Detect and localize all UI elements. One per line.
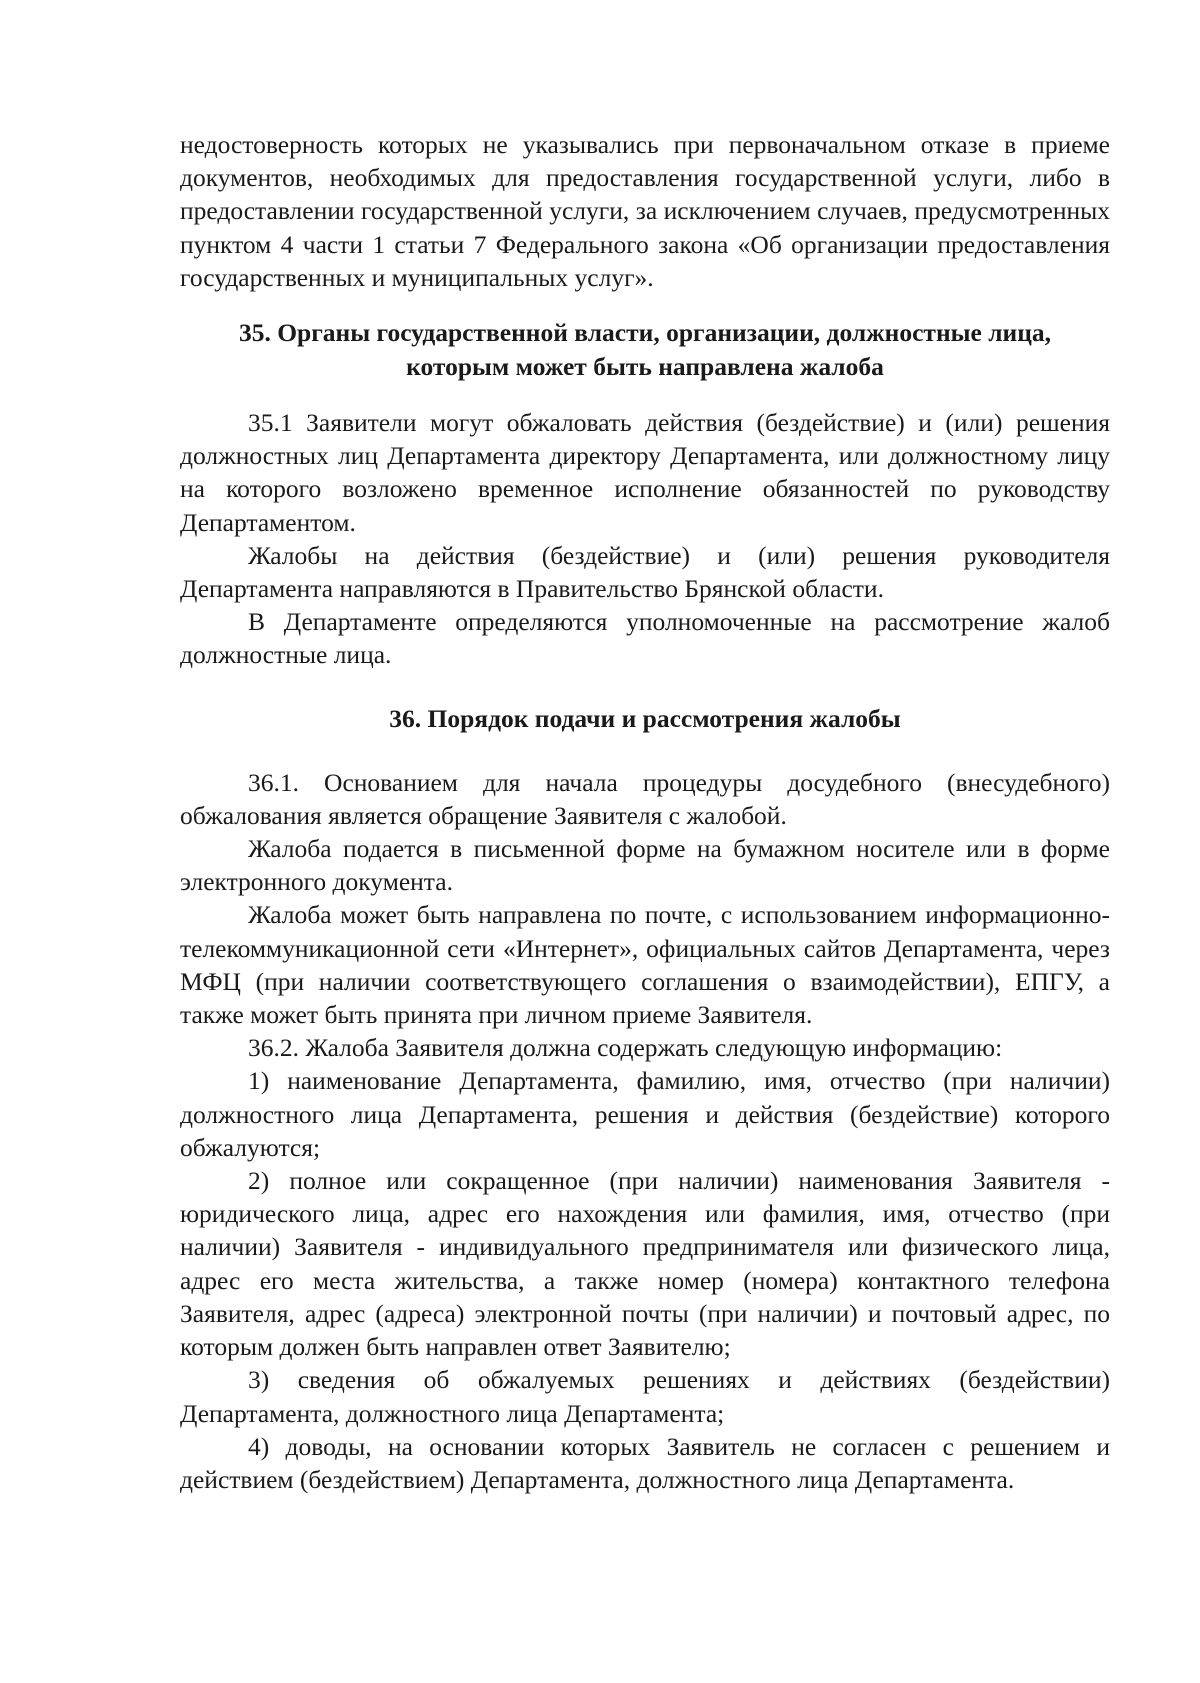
section-35-paragraph-1: 35.1 Заявители могут обжаловать действия (бездействие) и (или) решения должностных лиц Департамента директору Департамента, или должностному лицу на которого возложено временное исполнение обязанностей по руководству Департаментом. [180,408,1110,537]
section-35-heading [180,316,1110,384]
section-36-paragraph-3: Жалоба может быть направлена по почте, с использованием информационно-телекоммуникационной сети «Интернет», официальных сайтов Департамента, через МФЦ (при наличии соответствующего соглашения о взаимодействии), ЕПГУ, а также может быть принята при личном приеме Заявителя. [180,900,1110,1030]
section-36-paragraph-4: 36.2. Жалоба Заявителя должна содержать следующую информацию: [248,1033,1003,1063]
document-body [180,128,1110,1496]
section-36-paragraph-1: 36.1. Основанием для начала процедуры досудебного (внесудебного) обжалования является обращение Заявителя с жалобой. [180,767,1110,830]
section-35-paragraph-3: В Департаменте определяются уполномоченные на рассмотрение жалоб должностные лица. [180,607,1110,670]
section-36-list-item-3: 3) сведения об обжалуемых решениях и действиях (бездействии) Департамента, должностного лица Департамента; [180,1365,1110,1428]
section-35-heading-line-1: 35. Органы государственной власти, организации, должностные лица, [238,318,1052,348]
section-35-heading-line-2: которым может быть направлена жалоба [406,352,884,382]
section-36-list-item-2: 2) полное или сокращенное (при наличии) наименования Заявителя - юридического лица, адрес его нахождения или фамилия, имя, отчество (при наличии) Заявителя - индивидуального предпринимателя или физического лица, адрес его места жительства, а также номер (номера) контактного телефона Заявителя, адрес (адреса) электронной почты (при наличии) и почтовый адрес, по которым должен быть направлен ответ Заявителю; [180,1166,1110,1362]
section-35-paragraph-2: Жалобы на действия (бездействие) и (или) решения руководителя Департамента направляются в Правительство Брянской области. [180,540,1110,604]
section-36-paragraph-2: Жалоба подается в письменной форме на бумажном носителе или в форме электронного документа. [180,834,1110,897]
intro-paragraph: недостоверность которых не указывались при первоначальном отказе в приеме документов, необходимых для предоставления государственной услуги, либо в предоставлении государственной услуги, за исключением случаев, предусмотренных пунктом 4 части 1 статьи 7 Федерального закона «Об организации предоставления государственных и муниципальных услуг». [180,130,1110,292]
section-36-heading: 36. Порядок подачи и рассмотрения жалобы [389,703,901,733]
section-36-list-item-1: 1) наименование Департамента, фамилию, имя, отчество (при наличии) должностного лица Департамента, решения и действия (бездействие) которого обжалуются; [180,1066,1110,1162]
section-36-list-item-4: 4) доводы, на основании которых Заявитель не согласен с решением и действием (бездействием) Департамента, должностного лица Департамента. [180,1431,1110,1494]
